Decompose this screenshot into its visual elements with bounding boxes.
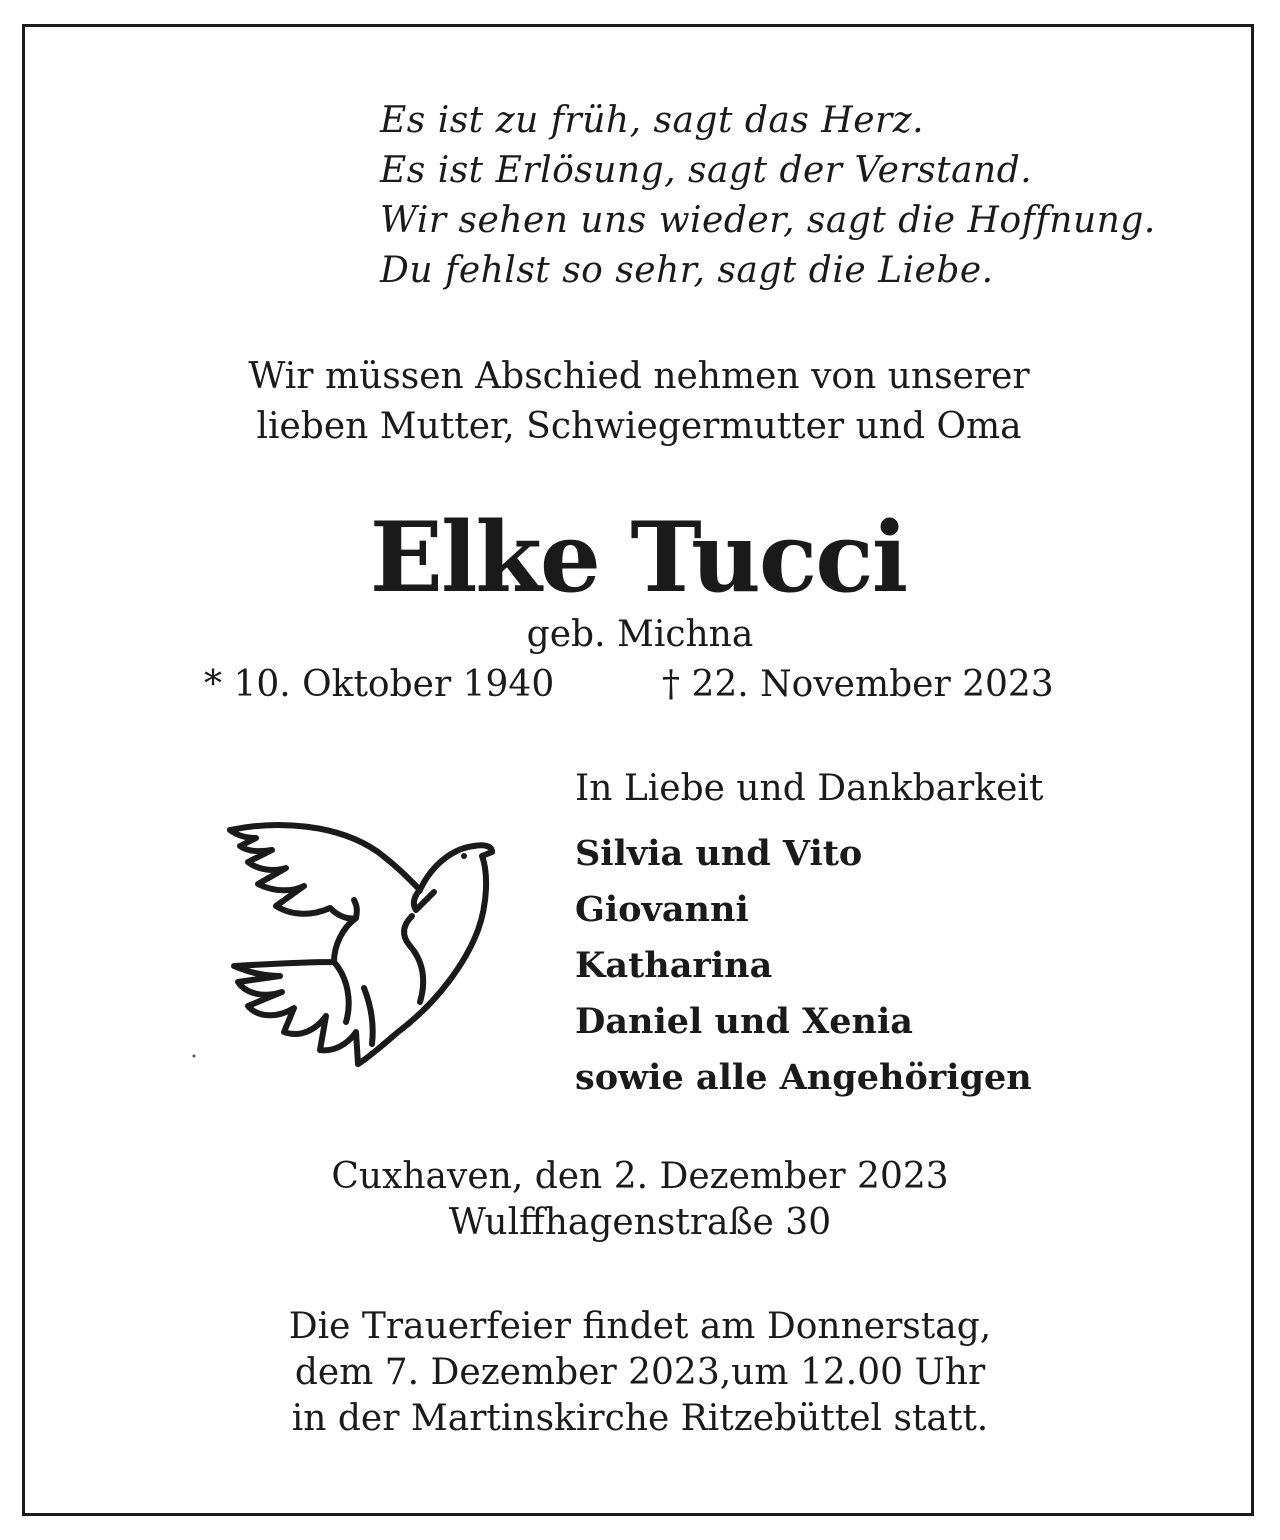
place-and-date <box>0 1154 1280 1246</box>
service-line: Die Trauerfeier findet am Donnerstag, <box>288 1306 992 1347</box>
funeral-service-info <box>0 1304 1280 1442</box>
mourners-list <box>575 826 1032 1106</box>
poem <box>380 96 1156 296</box>
intro-line: lieben Mutter, Schwiegermutter und Oma <box>256 406 1022 447</box>
deceased-name: Elke Tucci <box>369 501 907 614</box>
dove-icon <box>188 812 508 1072</box>
poem-line: Wir sehen uns wieder, sagt die Hoffnung. <box>380 200 1156 241</box>
mourner-name: sowie alle Angehörigen <box>575 1057 1032 1098</box>
service-line: dem 7. Dezember 2023,um 12.00 Uhr <box>294 1352 986 1393</box>
intro-text <box>0 352 1279 452</box>
address: Wulffhagenstraße 30 <box>448 1202 832 1243</box>
death-date: † 22. November 2023 <box>662 664 1054 705</box>
service-line: in der Martinskirche Ritzebüttel statt. <box>291 1398 989 1439</box>
birth-date: * 10. Oktober 1940 <box>204 664 555 705</box>
mourner-name: Daniel und Xenia <box>575 1001 913 1042</box>
mourner-name: Giovanni <box>575 889 749 930</box>
poem-line: Es ist zu früh, sagt das Herz. <box>380 100 925 141</box>
mourner-name: Silvia und Vito <box>575 833 863 874</box>
city-date: Cuxhaven, den 2. Dezember 2023 <box>331 1156 949 1197</box>
mourners-intro: In Liebe und Dankbarkeit <box>575 768 1044 809</box>
poem-line: Es ist Erlösung, sagt der Verstand. <box>380 150 1033 191</box>
maiden-name: geb. Michna <box>526 614 754 655</box>
intro-line: Wir müssen Abschied nehmen von unserer <box>248 356 1030 397</box>
poem-line: Du fehlst so sehr, sagt die Liebe. <box>380 250 994 291</box>
mourner-name: Katharina <box>575 945 773 986</box>
